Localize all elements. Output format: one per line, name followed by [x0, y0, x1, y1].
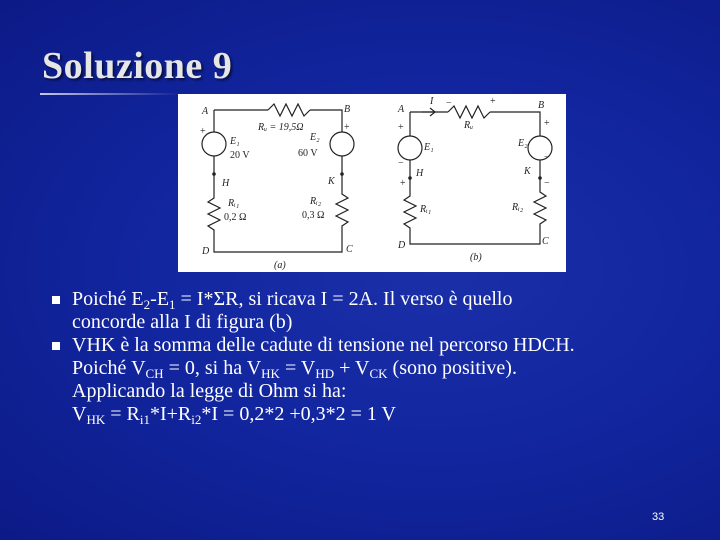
ru-label-b: Rᵤ: [464, 120, 474, 131]
node-h-a: H: [222, 178, 230, 189]
caption-a: (a): [274, 260, 286, 271]
bullet-square-icon: [52, 296, 60, 304]
page-number: 33: [652, 511, 665, 523]
bullet-item-1: [52, 288, 702, 334]
plus-e1-b: +: [398, 122, 404, 133]
bullet-2-line-1: VHK è la somma delle cadute di tensione nel percorso HDCH.: [72, 334, 575, 356]
bullet-2-line-2: Poiché $V_{CH} = 0$, si ha $V_{HK} = V_{HD} + V_{CK}$ (sono positive).: [72, 357, 517, 381]
ri1-label-a: Rᵢ₁: [228, 198, 240, 209]
minus-e2-b: −: [544, 152, 550, 163]
minus-top-b: −: [446, 98, 452, 109]
node-b-b: B: [538, 100, 545, 111]
node-c-a: C: [346, 244, 353, 255]
plus-e2-a: +: [344, 122, 350, 133]
ru-label-a: Rᵤ = 19,5Ω: [258, 122, 304, 133]
node-d-b: D: [398, 240, 406, 251]
bullet-item-2: [52, 334, 702, 426]
e1-value-a: 20 V: [230, 150, 250, 161]
bullet-list: [52, 288, 702, 426]
node-a-b: A: [398, 104, 405, 115]
e2-value-a: 60 V: [298, 148, 318, 159]
node-k-a: K: [328, 176, 335, 187]
e1-label-b: E₁: [424, 142, 434, 153]
minus-e1-b: −: [398, 158, 404, 169]
e2-label-a: E₂: [310, 132, 320, 143]
plus-e1-a: +: [200, 126, 206, 137]
source-e1-b: [398, 136, 422, 160]
node-k-b: K: [524, 166, 531, 177]
bullet-1-line-2: concorde alla I di figura (b): [72, 311, 293, 333]
plus-h-b: +: [400, 178, 406, 189]
slide-title: Soluzione 9: [42, 45, 233, 87]
source-e2-a: [330, 132, 354, 156]
ri1-value-a: 0,2 Ω: [224, 212, 247, 223]
node-h-b: H: [416, 168, 424, 179]
minus-k-b: −: [544, 178, 550, 189]
plus-e2-b: +: [544, 118, 550, 129]
circuit-figure: [178, 94, 566, 272]
ri1-label-b: Rᵢ₁: [420, 204, 432, 215]
bullet-2-line-4: $V_{HK} = R_{i1}*I+R_{i2}*I = 0,2*2 +0,3*2 = 1$ V: [72, 403, 396, 427]
ri2-value-a: 0,3 Ω: [302, 210, 325, 221]
node-d-a: D: [202, 246, 210, 257]
title-underline: [40, 93, 180, 95]
node-c-b: C: [542, 236, 549, 247]
ri2-label-a: Rᵢ₂: [310, 196, 322, 207]
bullet-square-icon: [52, 342, 60, 350]
e1-label-a: E₁: [230, 136, 240, 147]
node-a-a: A: [202, 106, 209, 117]
bullet-1-line-1: Poiché $E_2-E_1 = I*\Sigma R$, si ricava I = 2A. Il verso è quello: [72, 288, 513, 312]
e2-label-b: E₂: [518, 138, 528, 149]
bullet-2-line-3: Applicando la legge di Ohm si ha:: [72, 380, 347, 402]
plus-top-b: +: [490, 96, 496, 107]
node-b-a: B: [344, 104, 351, 115]
circuit-b: [397, 96, 552, 263]
circuit-a: [200, 104, 354, 271]
current-label-b: I: [430, 96, 434, 107]
caption-b: (b): [470, 252, 482, 263]
ri2-label-b: Rᵢ₂: [512, 202, 524, 213]
